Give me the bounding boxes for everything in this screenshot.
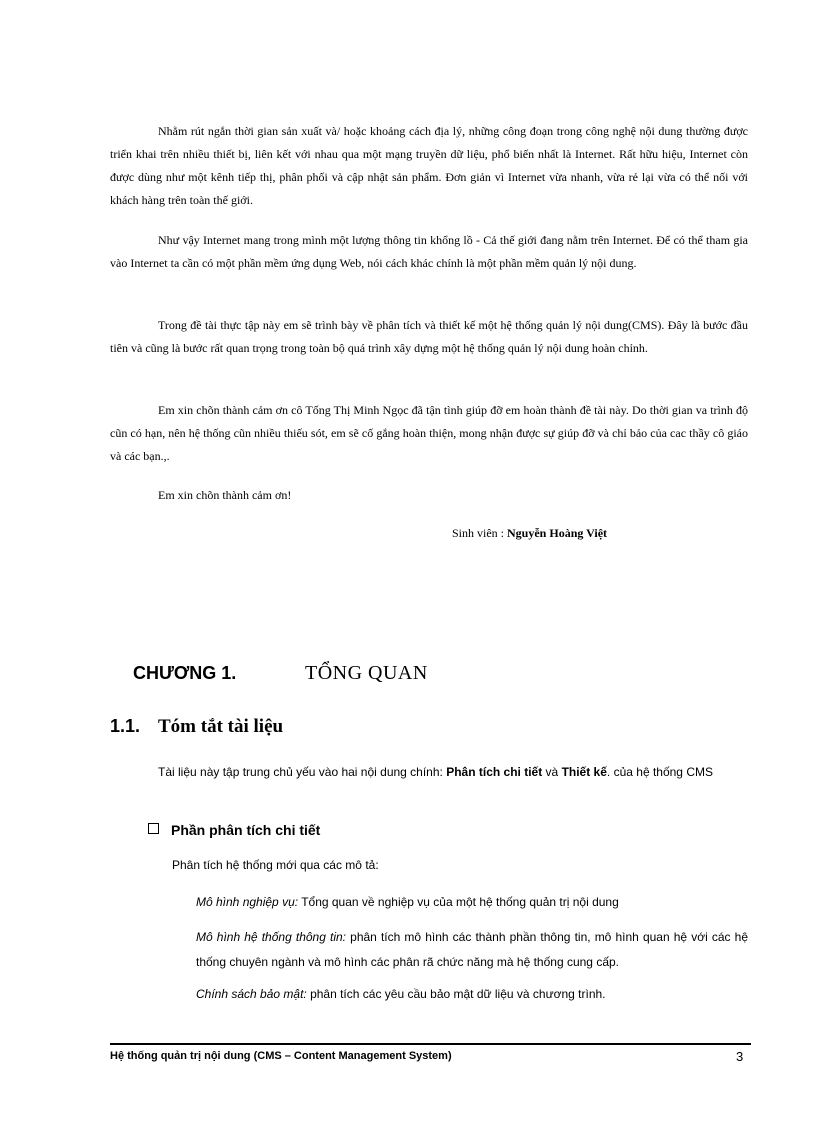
preface-paragraph-4: Em xin chõn thành cảm ơn cô Tống Thị Minh Ngọc đã tận tình giúp đỡ em hoàn thành đề tài này. Do thời gian va trình độ cũn có hạn, nên hệ thống cũn nhiều thiếu sót, em sẽ cố gắng hoàn thiện, mong nhận được sự giúp đỡ và chỉ bảo của cac thầy cô giáo và các bạn.,. [110, 403, 748, 463]
signature-name: Nguyễn Hoàng Việt [507, 526, 608, 540]
section-heading [110, 716, 283, 738]
list-item [196, 925, 748, 975]
list-item [196, 890, 748, 915]
summary-bold-design: Thiết kế [561, 765, 607, 779]
bullet-heading [148, 822, 320, 838]
summary-bold-analysis: Phân tích chi tiết [446, 765, 543, 779]
list-item-label: Chính sách bảo mật: [196, 987, 307, 1001]
summary-text-before: Tài liệu này tập trung chủ yếu vào hai nội dung chính: [158, 765, 447, 779]
signature [452, 524, 607, 542]
chapter-heading [133, 662, 428, 685]
bullet-heading-text: Phần phân tích chi tiết [171, 822, 321, 838]
signature-label: Sinh viên : [452, 526, 508, 540]
preface-paragraph-1: Nhằm rút ngắn thời gian sản xuất và/ hoặc khoảng cách địa lý, những công đoạn trong công nghệ nội dung thường được triển khai trên nhiều thiết bị, liên kết với nhau qua một mạng truyền dữ liệu, phổ biến nhất là Internet. Rất hữu hiệu, Internet còn được dùng như một kênh tiếp thị, phân phối và cập nhật sản phẩm. Đơn giản vì Internet vừa nhanh, vừa rẻ lại vừa có thể nối với khách hàng trên toàn thế giới. [110, 124, 748, 207]
page-number: 3 [736, 1049, 744, 1064]
list-item [196, 982, 748, 1007]
preface-paragraph-5: Em xin chõn thành cảm ơn! [158, 488, 292, 502]
list-item-text: phân tích các yêu cầu bảo mật dữ liệu và chương trình. [306, 987, 606, 1001]
section-number: 1.1. [110, 716, 141, 736]
list-item-text: phân tích mô hình các thành phần thông tin, mô hình quan hệ với các hệ thống chuyên ngành và mô hình các phân rã chức năng mà hệ thống cung cấp. [196, 930, 749, 969]
footer-title: Hệ thống quản trị nội dung (CMS – Content Management System) [110, 1050, 452, 1062]
list-item-label: Mô hình nghiệp vụ: [196, 895, 299, 909]
section-title: Tóm tắt tài liệu [158, 716, 284, 737]
preface-paragraph-3: Trong đề tài thực tập này em sẽ trình bày về phân tích và thiết kế một hệ thống quản lý nội dung(CMS). Đây là bước đầu tiên và cũng là bước rất quan trọng trong toàn bộ quá trình xây dựng một hệ thống quản lý nội dung hoàn chỉnh. [110, 318, 748, 355]
bullet-intro: Phân tích hệ thống mới qua các mô tả: [172, 858, 379, 872]
checkbox-bullet-icon [148, 823, 159, 834]
summary-paragraph [110, 761, 748, 784]
summary-text-mid: và [542, 765, 562, 779]
chapter-number: CHƯƠNG 1. [133, 663, 237, 683]
footer-divider [110, 1043, 751, 1045]
preface-paragraph-2: Như vậy Internet mang trong mình một lượng thông tin khổng lồ - Cả thế giới đang nằm trên Internet. Để có thể tham gia vào Internet ta cần có một phần mềm ứng dụng Web, nói cách khác chính là một phần mềm quản lý nội dung. [110, 233, 748, 270]
list-item-label: Mô hình hệ thống thông tin: [196, 930, 347, 944]
chapter-title: TỔNG QUAN [305, 662, 428, 684]
list-item-text: Tổng quan về nghiệp vụ của một hệ thống quản trị nội dung [298, 895, 619, 909]
summary-text-after: . của hệ thống CMS [606, 765, 713, 779]
